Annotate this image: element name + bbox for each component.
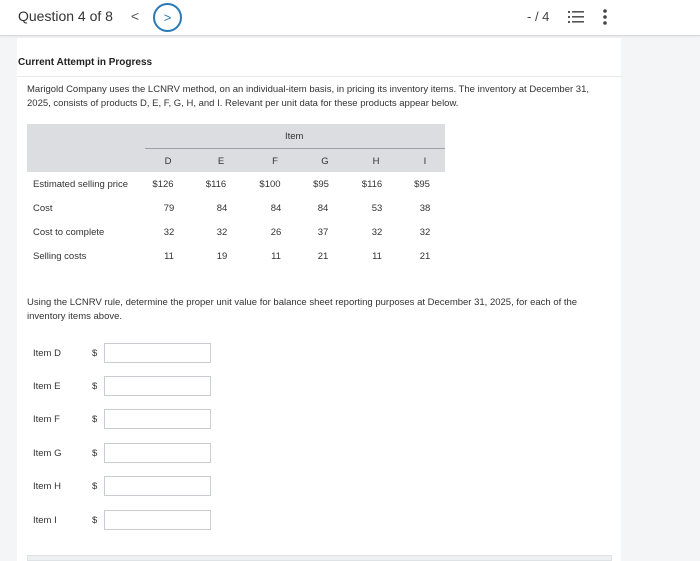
row-label-cost: Cost: [33, 203, 53, 214]
answer-label-item-i: Item I: [33, 515, 57, 526]
question-intro: Marigold Company uses the LCNRV method, on an individual-item basis, in pricing its inventory items. The inventory at December 31, 2025, consists of products D, E, F, G, H, and I. Relevant per unit data for these products appear below.: [27, 84, 589, 109]
attempt-status: Current Attempt in Progress: [18, 57, 153, 68]
item-e-input[interactable]: [104, 376, 211, 396]
item-h-input[interactable]: [104, 476, 211, 496]
more-vertical-icon[interactable]: [598, 8, 612, 26]
answer-label-item-e: Item E: [33, 381, 61, 392]
bottom-panel-edge: [27, 555, 612, 561]
table-cell: 32: [163, 227, 175, 238]
table-cell: 32: [216, 227, 228, 238]
answer-label-item-d: Item D: [33, 348, 61, 359]
column-header-g: G: [321, 156, 329, 167]
table-cell: 79: [163, 203, 175, 214]
currency-symbol: $: [92, 481, 98, 492]
answer-label-item-g: Item G: [33, 448, 62, 459]
table-cell: 19: [216, 251, 228, 262]
column-header-h: H: [372, 156, 380, 167]
currency-symbol: $: [92, 448, 98, 459]
currency-symbol: $: [92, 515, 98, 526]
list-icon[interactable]: [568, 10, 584, 24]
answer-label-item-h: Item H: [33, 481, 61, 492]
previous-question-button[interactable]: <: [130, 8, 140, 24]
column-header-e: E: [217, 156, 225, 167]
table-cell: $95: [414, 179, 430, 190]
top-bar: [0, 0, 700, 36]
answer-label-item-f: Item F: [33, 414, 60, 425]
table-cell: 53: [371, 203, 383, 214]
item-g-input[interactable]: [104, 443, 211, 463]
column-header-d: D: [164, 156, 172, 167]
question-counter: Question 4 of 8: [18, 8, 113, 24]
table-cell: 26: [270, 227, 282, 238]
question-prompt: Using the LCNRV rule, determine the proper unit value for balance sheet reporting purposes at December 31, 2025, for each of the inventory items above.: [27, 297, 578, 322]
currency-symbol: $: [92, 414, 98, 425]
table-cell: 84: [317, 203, 329, 214]
row-label-cost-to-complete: Cost to complete: [33, 227, 105, 238]
table-cell: $100: [259, 179, 281, 190]
table-cell: 38: [419, 203, 431, 214]
table-cell: 37: [317, 227, 329, 238]
table-cell: 21: [419, 251, 431, 262]
row-label-selling-costs: Selling costs: [33, 251, 87, 262]
table-cell: 11: [271, 251, 281, 262]
next-question-button[interactable]: >: [153, 3, 182, 32]
item-f-input[interactable]: [104, 409, 211, 429]
table-cell: 21: [317, 251, 329, 262]
column-header-i: I: [423, 156, 427, 167]
table-cell: $116: [205, 179, 227, 190]
table-cell: $95: [313, 179, 329, 190]
table-group-header: Item: [285, 131, 304, 142]
table-cell: 11: [372, 251, 382, 262]
table-cell: 32: [419, 227, 431, 238]
score-display: - / 4: [527, 9, 550, 24]
table-cell: $126: [152, 179, 174, 190]
item-d-input[interactable]: [104, 343, 211, 363]
table-cell: 84: [216, 203, 228, 214]
table-cell: 32: [371, 227, 383, 238]
currency-symbol: $: [92, 381, 98, 392]
table-cell: $116: [361, 179, 383, 190]
table-cell: 11: [164, 251, 174, 262]
table-header-rule: [145, 148, 445, 149]
divider: [17, 76, 621, 77]
column-header-f: F: [272, 156, 278, 167]
table-cell: 84: [270, 203, 282, 214]
item-i-input[interactable]: [104, 510, 211, 530]
row-label-selling-price: Estimated selling price: [33, 179, 129, 190]
currency-symbol: $: [92, 348, 98, 359]
